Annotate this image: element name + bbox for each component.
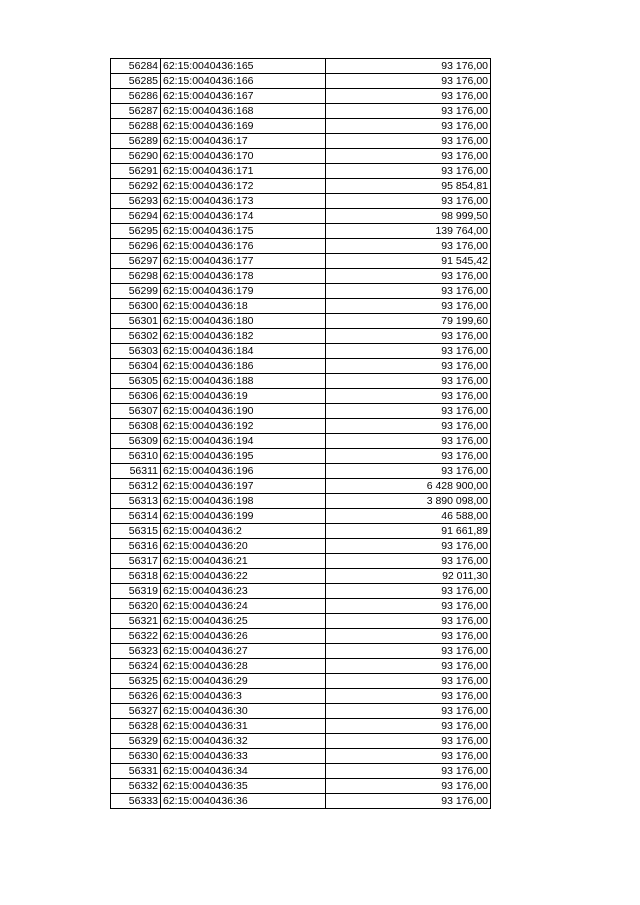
row-number-cell: 56284 [111,59,161,74]
cadastral-number-cell: 62:15:0040436:184 [161,344,326,359]
cadastral-value-cell: 93 176,00 [326,89,491,104]
row-number-cell: 56315 [111,524,161,539]
cadastral-number-cell: 62:15:0040436:24 [161,599,326,614]
cadastral-number-cell: 62:15:0040436:18 [161,299,326,314]
cadastral-number-cell: 62:15:0040436:186 [161,359,326,374]
cadastral-value-cell: 95 854,81 [326,179,491,194]
cadastral-number-cell: 62:15:0040436:197 [161,479,326,494]
cadastral-number-cell: 62:15:0040436:2 [161,524,326,539]
row-number-cell: 56310 [111,449,161,464]
cadastral-number-cell: 62:15:0040436:23 [161,584,326,599]
table-row [111,419,491,434]
row-number-cell: 56290 [111,149,161,164]
cadastral-value-cell: 93 176,00 [326,329,491,344]
cadastral-number-cell: 62:15:0040436:36 [161,794,326,809]
table-row [111,614,491,629]
cadastral-value-cell: 93 176,00 [326,704,491,719]
table-row [111,464,491,479]
cadastral-number-cell: 62:15:0040436:17 [161,134,326,149]
cadastral-value-cell: 3 890 098,00 [326,494,491,509]
row-number-cell: 56293 [111,194,161,209]
cadastral-number-cell: 62:15:0040436:26 [161,629,326,644]
cadastral-number-cell: 62:15:0040436:168 [161,104,326,119]
row-number-cell: 56323 [111,644,161,659]
table-row [111,689,491,704]
cadastral-value-cell: 93 176,00 [326,404,491,419]
cadastral-number-cell: 62:15:0040436:22 [161,569,326,584]
row-number-cell: 56318 [111,569,161,584]
row-number-cell: 56331 [111,764,161,779]
cadastral-value-cell: 93 176,00 [326,59,491,74]
table-row [111,449,491,464]
cadastral-value-cell: 93 176,00 [326,194,491,209]
cadastral-number-cell: 62:15:0040436:166 [161,74,326,89]
cadastral-value-cell: 93 176,00 [326,584,491,599]
row-number-cell: 56295 [111,224,161,239]
cadastral-value-cell: 93 176,00 [326,449,491,464]
cadastral-number-cell: 62:15:0040436:171 [161,164,326,179]
cadastral-value-cell: 93 176,00 [326,359,491,374]
cadastral-value-cell: 93 176,00 [326,284,491,299]
cadastral-number-cell: 62:15:0040436:167 [161,89,326,104]
row-number-cell: 56324 [111,659,161,674]
row-number-cell: 56330 [111,749,161,764]
table-row [111,299,491,314]
table-row [111,629,491,644]
cadastral-value-cell: 91 545,42 [326,254,491,269]
cadastral-number-cell: 62:15:0040436:29 [161,674,326,689]
row-number-cell: 56313 [111,494,161,509]
table-row [111,569,491,584]
row-number-cell: 56322 [111,629,161,644]
cadastral-number-cell: 62:15:0040436:35 [161,779,326,794]
table-row [111,104,491,119]
cadastral-value-cell: 93 176,00 [326,419,491,434]
row-number-cell: 56287 [111,104,161,119]
table-row [111,269,491,284]
cadastral-value-cell: 92 011,30 [326,569,491,584]
table-row [111,434,491,449]
cadastral-number-cell: 62:15:0040436:34 [161,764,326,779]
cadastral-value-cell: 93 176,00 [326,299,491,314]
row-number-cell: 56307 [111,404,161,419]
cadastral-value-cell: 93 176,00 [326,119,491,134]
cadastral-value-cell: 93 176,00 [326,374,491,389]
row-number-cell: 56316 [111,539,161,554]
table-row [111,719,491,734]
cadastral-value-cell: 93 176,00 [326,794,491,809]
cadastral-number-cell: 62:15:0040436:170 [161,149,326,164]
cadastral-value-cell: 93 176,00 [326,644,491,659]
cadastral-value-cell: 98 999,50 [326,209,491,224]
table-row [111,494,491,509]
row-number-cell: 56312 [111,479,161,494]
cadastral-value-cell: 93 176,00 [326,269,491,284]
row-number-cell: 56306 [111,389,161,404]
row-number-cell: 56311 [111,464,161,479]
cadastral-value-cell: 93 176,00 [326,614,491,629]
row-number-cell: 56305 [111,374,161,389]
table-row [111,74,491,89]
row-number-cell: 56321 [111,614,161,629]
cadastral-value-cell: 79 199,60 [326,314,491,329]
table-row [111,509,491,524]
cadastral-number-cell: 62:15:0040436:31 [161,719,326,734]
table-row [111,704,491,719]
row-number-cell: 56326 [111,689,161,704]
row-number-cell: 56332 [111,779,161,794]
table-row [111,254,491,269]
row-number-cell: 56304 [111,359,161,374]
cadastral-number-cell: 62:15:0040436:27 [161,644,326,659]
table-row [111,644,491,659]
row-number-cell: 56328 [111,719,161,734]
table-row [111,389,491,404]
table-row [111,374,491,389]
table-row [111,539,491,554]
cadastral-number-cell: 62:15:0040436:192 [161,419,326,434]
cadastral-value-cell: 93 176,00 [326,749,491,764]
cadastral-value-cell: 93 176,00 [326,629,491,644]
row-number-cell: 56300 [111,299,161,314]
cadastral-number-cell: 62:15:0040436:165 [161,59,326,74]
cadastral-number-cell: 62:15:0040436:199 [161,509,326,524]
cadastral-number-cell: 62:15:0040436:196 [161,464,326,479]
cadastral-number-cell: 62:15:0040436:173 [161,194,326,209]
table-row [111,59,491,74]
table-body [111,59,491,809]
row-number-cell: 56308 [111,419,161,434]
cadastral-value-cell: 93 176,00 [326,344,491,359]
row-number-cell: 56297 [111,254,161,269]
row-number-cell: 56333 [111,794,161,809]
cadastral-value-cell: 93 176,00 [326,734,491,749]
table-row [111,794,491,809]
cadastral-value-cell: 91 661,89 [326,524,491,539]
cadastral-number-cell: 62:15:0040436:169 [161,119,326,134]
row-number-cell: 56309 [111,434,161,449]
table-row [111,149,491,164]
row-number-cell: 56301 [111,314,161,329]
cadastral-number-cell: 62:15:0040436:30 [161,704,326,719]
cadastral-number-cell: 62:15:0040436:198 [161,494,326,509]
cadastral-value-cell: 139 764,00 [326,224,491,239]
cadastral-number-cell: 62:15:0040436:177 [161,254,326,269]
cadastral-value-table [110,58,491,809]
cadastral-value-cell: 93 176,00 [326,74,491,89]
cadastral-value-cell: 93 176,00 [326,674,491,689]
table-row [111,344,491,359]
cadastral-number-cell: 62:15:0040436:180 [161,314,326,329]
row-number-cell: 56329 [111,734,161,749]
cadastral-number-cell: 62:15:0040436:175 [161,224,326,239]
table-row [111,764,491,779]
cadastral-number-cell: 62:15:0040436:3 [161,689,326,704]
table-row [111,224,491,239]
table-row [111,209,491,224]
row-number-cell: 56288 [111,119,161,134]
cadastral-number-cell: 62:15:0040436:188 [161,374,326,389]
cadastral-number-cell: 62:15:0040436:176 [161,239,326,254]
row-number-cell: 56294 [111,209,161,224]
cadastral-value-cell: 93 176,00 [326,104,491,119]
table-row [111,404,491,419]
row-number-cell: 56286 [111,89,161,104]
row-number-cell: 56320 [111,599,161,614]
cadastral-value-cell: 93 176,00 [326,689,491,704]
table-row [111,164,491,179]
table-row [111,734,491,749]
row-number-cell: 56289 [111,134,161,149]
table-row [111,329,491,344]
row-number-cell: 56299 [111,284,161,299]
cadastral-number-cell: 62:15:0040436:21 [161,554,326,569]
table-row [111,524,491,539]
cadastral-number-cell: 62:15:0040436:182 [161,329,326,344]
cadastral-number-cell: 62:15:0040436:172 [161,179,326,194]
table-row [111,674,491,689]
cadastral-number-cell: 62:15:0040436:195 [161,449,326,464]
table-row [111,314,491,329]
document-page [110,58,490,809]
row-number-cell: 56325 [111,674,161,689]
table-row [111,359,491,374]
cadastral-value-cell: 93 176,00 [326,659,491,674]
row-number-cell: 56327 [111,704,161,719]
row-number-cell: 56317 [111,554,161,569]
cadastral-value-cell: 93 176,00 [326,764,491,779]
row-number-cell: 56292 [111,179,161,194]
cadastral-number-cell: 62:15:0040436:190 [161,404,326,419]
cadastral-value-cell: 93 176,00 [326,134,491,149]
table-row [111,89,491,104]
cadastral-number-cell: 62:15:0040436:178 [161,269,326,284]
table-row [111,194,491,209]
cadastral-value-cell: 46 588,00 [326,509,491,524]
cadastral-value-cell: 93 176,00 [326,149,491,164]
table-row [111,134,491,149]
cadastral-number-cell: 62:15:0040436:25 [161,614,326,629]
row-number-cell: 56314 [111,509,161,524]
table-row [111,599,491,614]
cadastral-number-cell: 62:15:0040436:19 [161,389,326,404]
table-row [111,659,491,674]
cadastral-value-cell: 93 176,00 [326,164,491,179]
cadastral-number-cell: 62:15:0040436:179 [161,284,326,299]
table-row [111,779,491,794]
cadastral-number-cell: 62:15:0040436:194 [161,434,326,449]
table-row [111,749,491,764]
cadastral-value-cell: 93 176,00 [326,719,491,734]
cadastral-value-cell: 93 176,00 [326,539,491,554]
cadastral-value-cell: 93 176,00 [326,599,491,614]
table-row [111,584,491,599]
cadastral-value-cell: 93 176,00 [326,554,491,569]
table-row [111,284,491,299]
cadastral-number-cell: 62:15:0040436:32 [161,734,326,749]
cadastral-value-cell: 93 176,00 [326,239,491,254]
cadastral-value-cell: 93 176,00 [326,434,491,449]
table-row [111,179,491,194]
row-number-cell: 56298 [111,269,161,284]
row-number-cell: 56285 [111,74,161,89]
table-row [111,554,491,569]
cadastral-number-cell: 62:15:0040436:28 [161,659,326,674]
row-number-cell: 56319 [111,584,161,599]
cadastral-value-cell: 93 176,00 [326,389,491,404]
row-number-cell: 56291 [111,164,161,179]
table-row [111,239,491,254]
table-row [111,479,491,494]
row-number-cell: 56303 [111,344,161,359]
cadastral-number-cell: 62:15:0040436:20 [161,539,326,554]
cadastral-value-cell: 93 176,00 [326,464,491,479]
table-row [111,119,491,134]
cadastral-number-cell: 62:15:0040436:33 [161,749,326,764]
row-number-cell: 56296 [111,239,161,254]
cadastral-number-cell: 62:15:0040436:174 [161,209,326,224]
cadastral-value-cell: 6 428 900,00 [326,479,491,494]
row-number-cell: 56302 [111,329,161,344]
cadastral-value-cell: 93 176,00 [326,779,491,794]
